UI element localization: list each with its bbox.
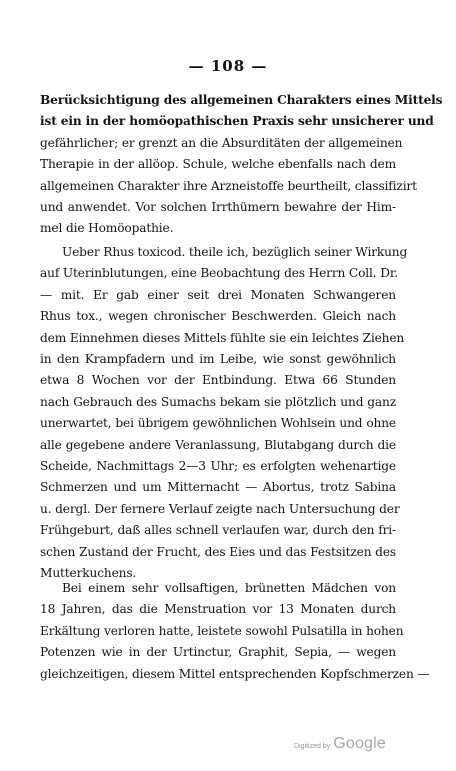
google-logo: Google	[333, 735, 386, 752]
text-line: und anwendet. Vor solchen Irrthümern bewahre der Him-	[40, 200, 396, 215]
text-line: Potenzen wie in der Urtinctur, Graphit, Sepia, — wegen	[40, 645, 396, 660]
text-line: Mutterkuchens.	[40, 566, 137, 581]
text-line: mel die Homöopathie.	[40, 221, 174, 236]
text-line: Berücksichtigung des allgemeinen Charakters eines Mittels	[40, 93, 443, 107]
text-line: etwa 8 Wochen vor der Entbindung. Etwa 66 Stunden	[40, 373, 396, 388]
text-line: Scheide, Nachmittags 2—3 Uhr; es erfolgten wehenartige	[40, 459, 396, 474]
text-line: gleichzeitigen, diesem Mittel entsprechenden Kopfschmerzen —	[40, 666, 430, 681]
paragraph-2	[40, 242, 408, 585]
text-line: allgemeinen Charakter ihre Arzneistoffe beurtheilt, classifizirt	[40, 178, 417, 193]
text-line: nach Gebrauch des Sumachs bekam sie plötzlich und ganz	[40, 394, 396, 409]
text-line: Frühgeburt, daß alles schnell verlaufen war, durch den fri-	[40, 523, 396, 538]
text-line: 18 Jahren, das die Menstruation vor 13 Monaten durch	[40, 602, 396, 617]
text-line: Bei einem sehr vollsaftigen, brünetten Mädchen von	[62, 581, 396, 595]
digitization-watermark	[294, 735, 386, 753]
text-line: Rhus tox., wegen chronischer Beschwerden. Gleich nach	[40, 309, 396, 324]
text-line: auf Uterinblutungen, eine Beobachtung des Herrn Coll. Dr.	[40, 266, 398, 281]
text-line: schen Zustand der Frucht, des Eies und das Festsitzen des	[40, 544, 396, 559]
page-number-header: — 108 —	[188, 57, 268, 75]
text-line: Ueber Rhus toxicod. theile ich, bezüglich seiner Wirkung	[62, 245, 408, 259]
watermark-prefix: Digitized by	[294, 743, 331, 750]
text-line: unerwartet, bei übrigem gewöhnlichen Wohlsein und ohne	[40, 416, 396, 431]
paragraph-1	[40, 90, 443, 240]
text-line: Schmerzen und um Mitternacht — Abortus, trotz Sabina	[40, 480, 396, 495]
text-line: Erkältung verloren hatte, leistete sowohl Pulsatilla in hohen	[40, 623, 404, 638]
text-line: ist ein in der homöopathischen Praxis sehr unsicherer und	[40, 114, 434, 129]
text-line: gefährlicher; er grenzt an die Absurditäten der allgemeinen	[40, 135, 403, 150]
text-line: alle gegebene andere Veranlassung, Blutabgang durch die	[40, 437, 396, 452]
paragraph-3	[40, 578, 430, 685]
text-line: Therapie in der allöop. Schule, welche ebenfalls nach dem	[40, 157, 396, 172]
text-line: u. dergl. Der fernere Verlauf zeigte nach Untersuchung der	[40, 501, 400, 516]
text-line: dem Einnehmen dieses Mittels fühlte sie ein leichtes Ziehen	[40, 330, 405, 345]
text-line: — mit. Er gab einer seit drei Monaten Schwangeren	[40, 287, 396, 302]
text-line: in den Krampfadern und im Leibe, wie sonst gewöhnlich	[40, 352, 396, 367]
